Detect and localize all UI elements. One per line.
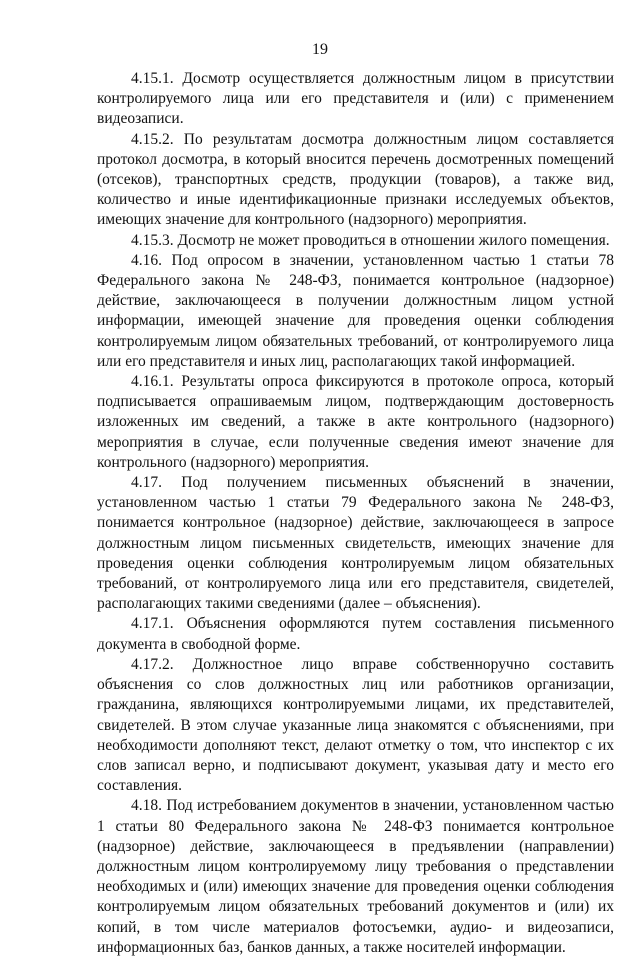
page-number: 19	[312, 41, 328, 58]
paragraph-4-18: 4.18. Под истребованием документов в значении, установленном частью 1 статьи 80 Федерального закона № 248-ФЗ понимается контрольное (надзорное) действие, заключающееся в предъявлении (направлении) должностным лицом контролируемому лицу требования о представлении необходимых и (или) имеющих значение для проведения оценки соблюдения контролируемым лицом обязательных требований документов и (или) их копий, в том числе материалов фотосъемки, аудио- и видеозаписи, информационных баз, банков данных, а также носителей информации.	[97, 797, 614, 956]
paragraph-4-15-1: 4.15.1. Досмотр осуществляется должностным лицом в присутствии контролируемого лица или его представителя и (или) с применением видеозаписи.	[97, 70, 614, 128]
paragraph-4-15-2: 4.15.2. По результатам досмотра должностным лицом составляется протокол досмотра, в который вносится перечень досмотренных помещений (отсеков), транспортных средств, продукции (товаров), а также вид, количество и иные идентификационные признаки исследуемых объектов, имеющих значение для контрольного (надзорного) мероприятия.	[97, 130, 614, 229]
paragraph-4-17-1: 4.17.1. Объяснения оформляются путем составления письменного документа в свободной форме.	[97, 615, 614, 653]
paragraph-4-15-3: 4.15.3. Досмотр не может проводиться в отношении жилого помещения.	[131, 231, 610, 249]
document-body	[97, 69, 614, 958]
paragraph-4-17: 4.17. Под получением письменных объяснений в значении, установленном частью 1 статьи 79 Федерального закона № 248-ФЗ, понимается контрольное (надзорное) действие, заключающееся в запросе должностным лицом письменных свидетельств, имеющих значение для проведения оценки соблюдения контролируемым лицом обязательных требований, от контролируемого лица или его представителя, свидетелей, располагающих такими сведениями (далее – объяснения).	[97, 474, 614, 613]
paragraph-4-17-2: 4.17.2. Должностное лицо вправе собственноручно составить объяснения со слов должностных лиц или работников организации, гражданина, являющихся контролируемыми лицами, их представителей, свидетелей. В этом случае указанные лица знакомятся с объяснениями, при необходимости дополняют текст, делают отметку о том, что инспектор с их слов записал верно, и подписывают документ, указывая дату и место его составления.	[97, 655, 614, 795]
paragraph-4-16-1: 4.16.1. Результаты опроса фиксируются в протоколе опроса, который подписывается опрашиваемым лицом, подтверждающим достоверность изложенных им сведений, а также в акте контрольного (надзорного) мероприятия в случае, если полученные сведения имеют значение для контрольного (надзорного) мероприятия.	[97, 373, 614, 471]
paragraph-4-16: 4.16. Под опросом в значении, установленном частью 1 статьи 78 Федерального закона № 248-ФЗ, понимается контрольное (надзорное) действие, заключающееся в получении должностным лицом устной информации, имеющей значение для проведения оценки соблюдения контролируемым лицом обязательных требований, от контролируемого лица или его представителя и иных лиц, располагающих такой информацией.	[97, 251, 614, 370]
